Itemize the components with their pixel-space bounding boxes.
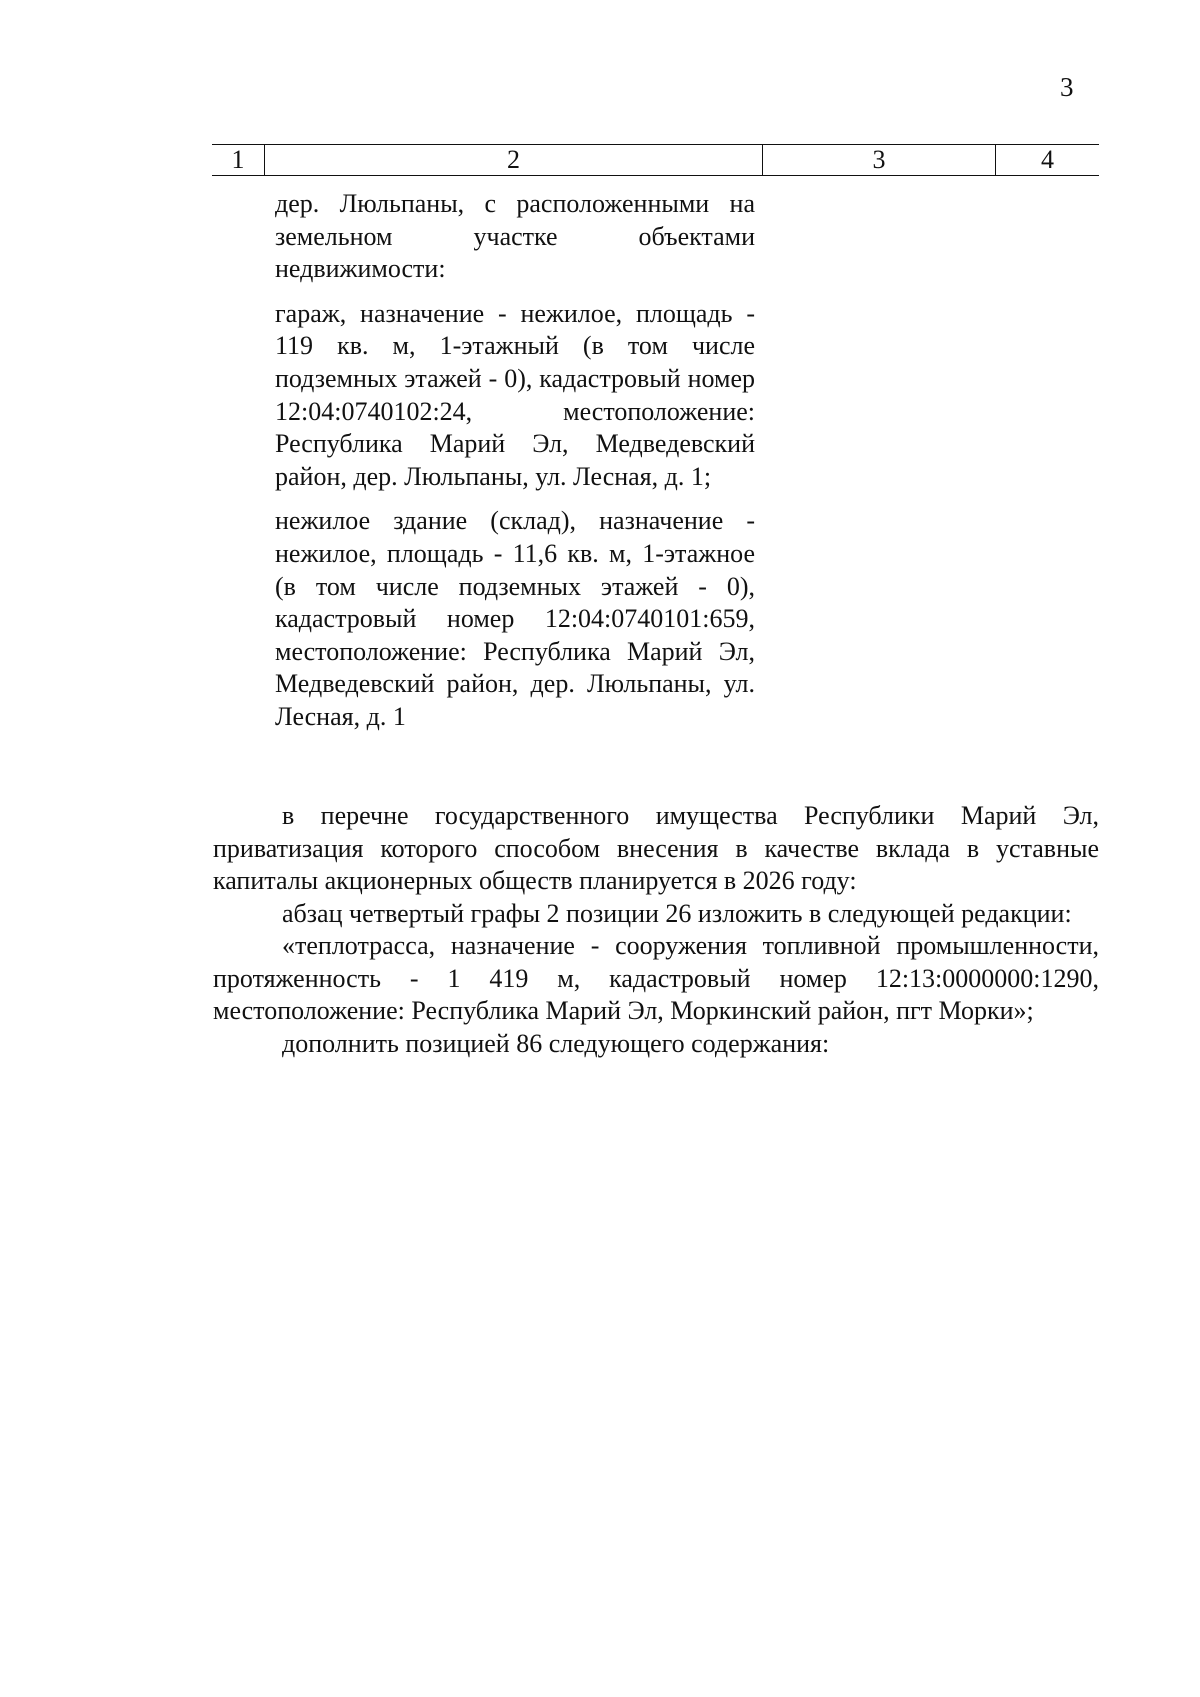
document-body: [213, 800, 1099, 1060]
cell-item-garage: гараж, назначение - нежилое, площадь - 119 кв. м, 1-этажный (в том числе подземных этажей - 0), кадастровый номер 12:04:0740102:24, местоположение: Республика Марий Эл, Медведевский район, дер. Люльпаны, ул. Лесная, д. 1;: [275, 298, 755, 491]
column-number-3: 3: [763, 145, 996, 175]
cell-item-warehouse: нежилое здание (склад), назначение - нежилое, площадь - 11,6 кв. м, 1-этажное (в том числе подземных этажей - 0), кадастровый номер 12:04:0740101:659, местоположение: Республика Марий Эл, Медведевский район, дер. Люльпаны, ул. Лесная, д. 1: [275, 506, 755, 731]
table-cell-column-2: [275, 188, 755, 734]
table-column-header: [212, 144, 1099, 176]
column-number-2: 2: [265, 145, 763, 175]
body-paragraph-3: «теплотрасса, назначение - сооружения топливной промышленности, протяженность - 1 419 м, кадастровый номер 12:13:0000000:1290, местоположение: Республика Марий Эл, Моркинский район, пгт Морки»;: [213, 931, 1099, 1025]
page-number: 3: [1060, 72, 1074, 102]
column-number-1: 1: [212, 145, 265, 175]
body-paragraph-1: в перечне государственного имущества Республики Марий Эл, приватизация которого способом внесения в качестве вклада в уставные капиталы акционерных обществ планируется в 2026 году:: [213, 801, 1099, 895]
body-paragraph-2: абзац четвертый графы 2 позиции 26 изложить в следующей редакции:: [282, 898, 1072, 928]
body-paragraph-4: дополнить позицией 86 следующего содержания:: [282, 1028, 830, 1058]
column-number-4: 4: [1041, 145, 1054, 174]
cell-intro-text: дер. Люльпаны, с расположенными на земельном участке объектами недвижимости:: [275, 189, 755, 284]
